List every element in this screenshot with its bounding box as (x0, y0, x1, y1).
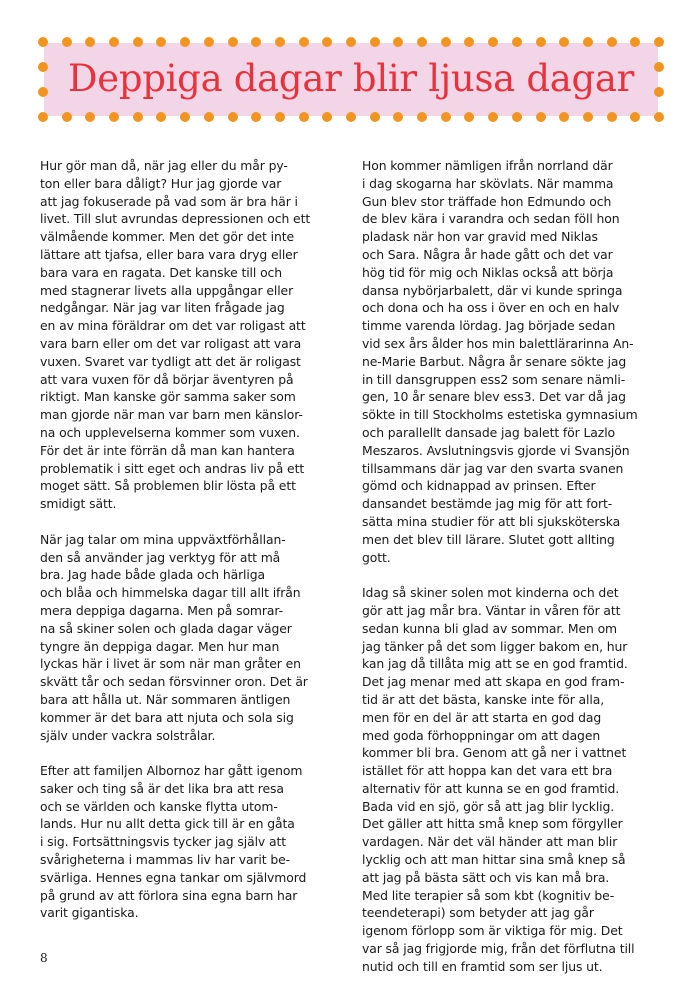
paragraph: Efter att familjen Albornoz har gått igenom saker och ting så är det lika bra att resa och se världen och kanske flytta utom- lands. Hur nu allt detta gick till är en gåta i sig. Fortsättningsvis tycker jag själv att svårigheterna i mammas liv har varit be- svärliga. Hennes egna tankar om självmord på grund av att förlora sina egna barn har varit gigantiska. (40, 763, 307, 921)
border-dot (346, 112, 356, 122)
border-dot (62, 112, 72, 122)
paragraph: Hon kommer nämligen ifrån norrland där i dag skogarna har skövlats. När mamma Gun blev stor träffade hon Edmundo och de blev kära i varandra och sedan föll hon pladask när hon var gravid med Niklas och Sara. Några år hade gått och det var hög tid för mig och Niklas också att börja dansa nybörjarbalett, där vi kunde springa och dona och ha oss i över en och en halv timme varenda lördag. Jag började sedan vid sex års ålder hos min balettlärarinna An- ne-Marie Barbut. Några år senare sökte jag in till dansgruppen ess2 som senare nämli- gen, 10 år senare blev ess3. Det var då jag sökte in till Stockholms estetiska gymnasium och parallellt dansade jag balett för Lazlo Meszaros. Avslutningsvis gjorde vi Svansjön tillsammans där jag var den svarta svanen gömd och kidnappad av prinsen. Efter dansandet bestämde jag mig för att fort- sätta mina studier för att bli sjuksköterska men det blev till lärare. Slutet gott allting gott. (362, 158, 638, 565)
paragraph: Idag så skiner solen mot kinderna och det gör att jag mår bra. Väntar in våren för att sedan kunna bli glad av sommar. Men om jag tänker på det som ligger bakom en, hur kan jag då tillåta mig att se en god framtid. Det jag menar med att skapa en god fram- tid är att det bästa, kanske inte för alla, men för en del är att starta en god dag med goda förhoppningar om att dagen kommer bli bra. Genom att gå ner i vattnet istället för att hoppa kan det vara ett bra alternativ för att kunna se en god framtid. Bada vid en sjö, gör så att jag blir lycklig. Det gäller att hitta små knep som förgyller vardagen. När det väl händer att man blir lycklig och att man hittar sina små knep så att jag på bästa sätt och vis kan må bra. Med lite terapier så som kbt (kognitiv be- teendeterapi) som betyder att jag går igenom förlopp som är viktiga för mig. Det var så jag frigjorde mig, från det förflutna till nutid och till en framtid som ser ljus ut. (362, 585, 635, 974)
border-dot (275, 37, 285, 47)
border-dot (536, 37, 546, 47)
border-dot (180, 112, 190, 122)
border-dot (38, 112, 48, 122)
border-dot (512, 37, 522, 47)
border-dot (441, 112, 451, 122)
title-banner (38, 37, 664, 122)
border-dot (441, 37, 451, 47)
page-title: Deppiga dagar blir ljusa dagar (67, 57, 635, 100)
border-dot (607, 112, 617, 122)
border-dot (654, 37, 664, 47)
border-dot (583, 112, 593, 122)
paragraph: Hur gör man då, när jag eller du mår py- ton eller bara dåligt? Hur jag gjorde var att jag fokuserade på vad som är bra här i livet. Till slut avrundas depressionen och ett välmående kommer. Men det gör det inte lättare att tjafsa, eller bara vara dryg eller bara vara en ragata. Det kanske till och med stagnerar livets alla uppgångar eller nedgångar. När jag var liten frågade jag en av mina föräldrar om det var roligast att vara barn eller om det var roligast att vara vuxen. Svaret var tydligt att det är roligast att vara vuxen för då börjar äventyren på riktigt. Man kanske gör samma saker som man gjorde när man var barn men känslor- na och upplevelserna kommer som vuxen. För det är inte förrän då man kan hantera problematik i sitt eget och andras liv på ett moget sätt. Så problemen blir lösta på ett smidigt sätt. (40, 158, 311, 512)
border-dot (583, 37, 593, 47)
right-column (362, 157, 667, 993)
border-dot (370, 37, 380, 47)
border-dot (654, 112, 664, 122)
border-dot (299, 37, 309, 47)
border-dot (156, 112, 166, 122)
border-dot (488, 112, 498, 122)
border-dot (607, 37, 617, 47)
border-dot (464, 112, 474, 122)
page-number: 8 (40, 951, 48, 965)
border-dot (85, 112, 95, 122)
border-dot (204, 37, 214, 47)
border-dot (109, 37, 119, 47)
paragraph: När jag talar om mina uppväxtförhållan- den så använder jag verktyg för att må bra. Jag hade både glada och härliga och blåa och himmelska dagar till allt ifrån mera deppiga dagarna. Men på somrar- na så skiner solen och glada dagar väger tyngre än deppiga dagar. Men hur man lyckas här i livet är som när man gråter en skvätt tår och sedan försvinner oron. Det är bara att hålla ut. När sommaren äntligen kommer är det bara att njuta och sola sig själv under vackra solstrålar. (40, 531, 308, 743)
border-dot (417, 112, 427, 122)
border-dot (417, 37, 427, 47)
border-dot (370, 112, 380, 122)
border-dot (536, 112, 546, 122)
border-dot (133, 112, 143, 122)
border-dot (228, 112, 238, 122)
border-dot (204, 112, 214, 122)
border-dot (393, 112, 403, 122)
border-dot (133, 37, 143, 47)
border-dot (346, 37, 356, 47)
border-dot (228, 37, 238, 47)
border-dot (559, 112, 569, 122)
border-dot (251, 112, 261, 122)
border-dot (109, 112, 119, 122)
border-dot (62, 37, 72, 47)
border-dot (630, 112, 640, 122)
border-dot (512, 112, 522, 122)
border-dot (299, 112, 309, 122)
left-column (40, 157, 340, 940)
border-dot (38, 37, 48, 47)
border-dot (275, 112, 285, 122)
border-dot (322, 112, 332, 122)
